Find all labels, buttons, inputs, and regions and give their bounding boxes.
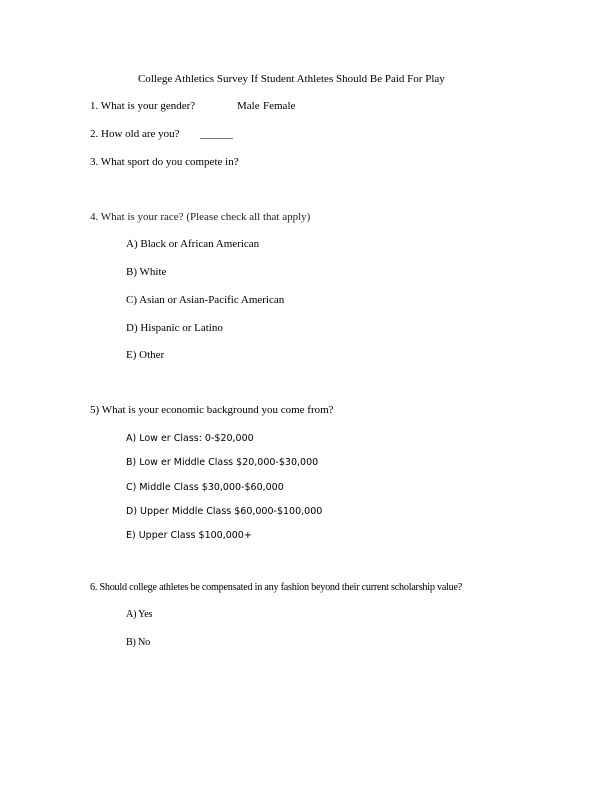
q1-option-female: Female bbox=[263, 100, 296, 112]
q4-option-a: A) Black or African American bbox=[126, 238, 260, 250]
q2-answer-blank: ______ bbox=[200, 128, 233, 140]
q1-option-male: Male bbox=[237, 100, 260, 112]
q4-option-e: E) Other bbox=[126, 349, 165, 361]
question-2: 2. How old are you? bbox=[90, 128, 180, 140]
q4-option-b: B) White bbox=[126, 266, 167, 278]
question-3: 3. What sport do you compete in? bbox=[90, 156, 239, 168]
question-4: 4. What is your race? (Please check all that apply) bbox=[90, 211, 311, 223]
q6-option-a: A) Yes bbox=[126, 609, 153, 620]
q4-option-c: C) Asian or Asian-Pacific American bbox=[126, 294, 285, 306]
q5-option-a: A) Low er Class: 0-$20,000 bbox=[126, 433, 254, 444]
q5-option-b: B) Low er Middle Class $20,000-$30,000 bbox=[126, 457, 319, 468]
question-5: 5) What is your economic background you come from? bbox=[90, 404, 334, 416]
q5-option-d: D) Upper Middle Class $60,000-$100,000 bbox=[126, 506, 323, 517]
q6-option-b: B) No bbox=[126, 637, 150, 648]
q5-option-e: E) Upper Class $100,000+ bbox=[126, 530, 252, 541]
survey-title: College Athletics Survey If Student Athletes Should Be Paid For Play bbox=[138, 73, 445, 85]
q5-option-c: C) Middle Class $30,000-$60,000 bbox=[126, 482, 284, 493]
question-1: 1. What is your gender? bbox=[90, 100, 196, 112]
question-6: 6. Should college athletes be compensated in any fashion beyond their current scholarship value? bbox=[90, 582, 463, 593]
q4-option-d: D) Hispanic or Latino bbox=[126, 322, 223, 334]
